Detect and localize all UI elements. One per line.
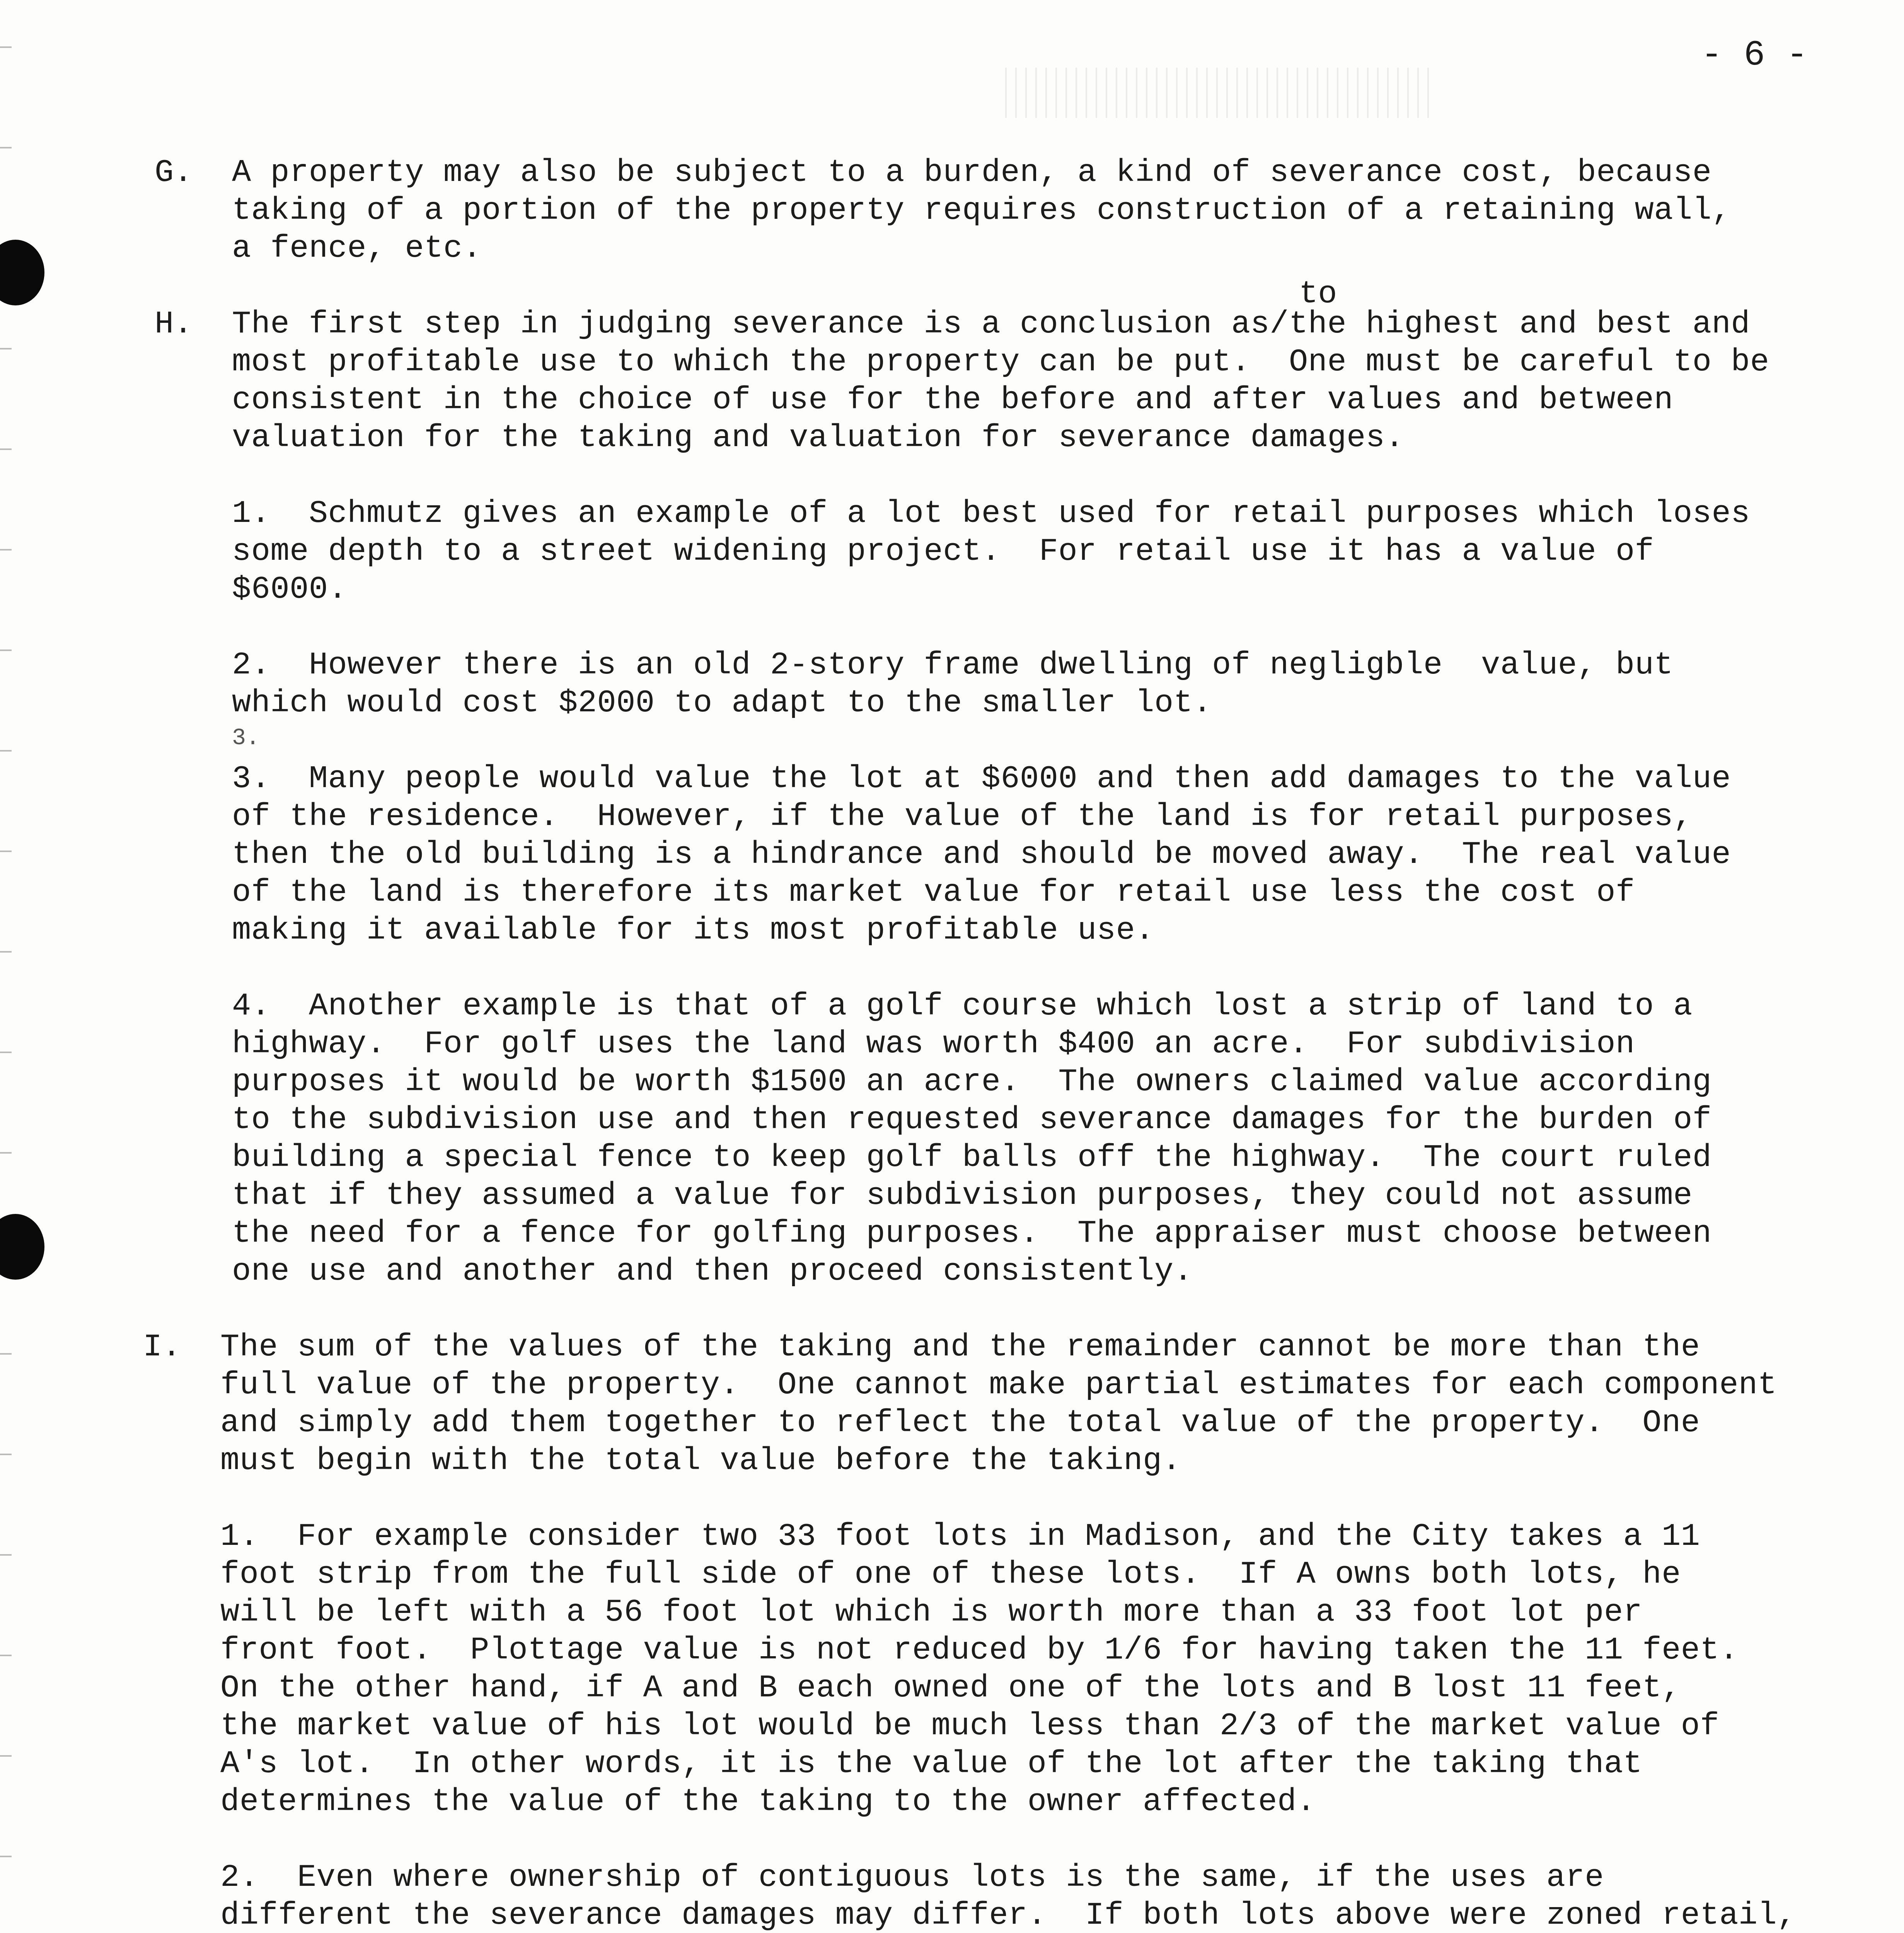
section-h-item-2-line: 2. However there is an old 2-story frame dwelling of negligble value, but [232, 647, 1674, 683]
section-i-item-1-line: foot strip from the full side of one of these lots. If A owns both lots, he [220, 1556, 1681, 1592]
section-h-line: The first step in judging severance is a conclusion as/the highest and best and [232, 306, 1750, 342]
section-i-item-2-line: 2. Even where ownership of contiguous lots is the same, if the uses are [220, 1860, 1604, 1895]
section-i-item-1-line: A's lot. In other words, it is the value of the lot after the taking that [220, 1746, 1643, 1782]
section-h-marker: H. [155, 306, 193, 342]
section-i-item-1-line: 1. For example consider two 33 foot lots in Madison, and the City takes a 11 [220, 1519, 1700, 1555]
section-h-item-3-line: making it available for its most profitable use. [232, 912, 1154, 948]
section-h-item-4-line: that if they assumed a value for subdivision purposes, they could not assume [232, 1178, 1693, 1214]
punch-hole-middle [0, 1214, 44, 1280]
section-g-line: a fence, etc. [232, 230, 482, 266]
handwritten-insertion-to: to [1299, 276, 1337, 312]
section-g-line: taking of a portion of the property requires construction of a retaining wall, [232, 193, 1731, 228]
section-h-item-2-line: which would cost $2000 to adapt to the smaller lot. [232, 685, 1212, 721]
section-h-item-4-line: building a special fence to keep golf balls off the highway. The court ruled [232, 1140, 1712, 1176]
section-i-item-1-line: On the other hand, if A and B each owned one of the lots and B lost 11 feet, [220, 1670, 1681, 1706]
section-h-item-3-line: of the residence. However, if the value of the land is for retail purposes, [232, 799, 1693, 835]
stray-handwritten-mark: 3. [232, 725, 260, 752]
scan-noise-top [1005, 68, 1430, 118]
section-h-item-4-line: 4. Another example is that of a golf course which lost a strip of land to a [232, 988, 1693, 1024]
section-i-line: must begin with the total value before the taking. [220, 1443, 1181, 1479]
section-g-line: A property may also be subject to a burden, a kind of severance cost, because [232, 155, 1712, 191]
section-h-item-1-line: some depth to a street widening project. For retail use it has a value of [232, 534, 1654, 569]
section-h-item-4-line: the need for a fence for golfing purposes. The appraiser must choose between [232, 1215, 1712, 1251]
section-i-line: and simply add them together to reflect the total value of the property. One [220, 1405, 1700, 1441]
section-h-item-3-line: 3. Many people would value the lot at $6000 and then add damages to the value [232, 761, 1731, 797]
section-i-line: full value of the property. One cannot make partial estimates for each component [220, 1367, 1777, 1403]
section-h-line: most profitable use to which the property can be put. One must be careful to be [232, 344, 1769, 380]
section-h-item-4-line: highway. For golf uses the land was worth $400 an acre. For subdivision [232, 1026, 1635, 1062]
section-h-item-1-line: $6000. [232, 571, 348, 607]
section-i-item-1-line: the market value of his lot would be much less than 2/3 of the market value of [220, 1708, 1720, 1744]
section-h-item-1-line: 1. Schmutz gives an example of a lot best used for retail purposes which loses [232, 496, 1750, 532]
section-i-item-2-line: different the severance damages may differ. If both lots above were zoned retail, [220, 1897, 1797, 1933]
section-i-item-1-line: determines the value of the taking to the owner affected. [220, 1784, 1316, 1820]
punch-hole-top [0, 240, 44, 305]
section-h-item-3-line: then the old building is a hindrance and should be moved away. The real value [232, 837, 1731, 873]
section-i-item-1-line: will be left with a 56 foot lot which is worth more than a 33 foot lot per [220, 1594, 1643, 1630]
section-i-item-1-line: front foot. Plottage value is not reduced by 1/6 for having taken the 11 feet. [220, 1632, 1739, 1668]
section-i-line: The sum of the values of the taking and the remainder cannot be more than the [220, 1329, 1700, 1365]
section-i-marker: I. [143, 1329, 181, 1365]
section-h-item-4-line: one use and another and then proceed consistently. [232, 1253, 1193, 1289]
section-h-item-4-line: to the subdivision use and then requested severance damages for the burden of [232, 1102, 1712, 1138]
page-number: - 6 - [1701, 35, 1808, 75]
section-h-line: consistent in the choice of use for the before and after values and between [232, 382, 1674, 418]
section-h-line: valuation for the taking and valuation for severance damages. [232, 420, 1405, 456]
section-h-item-4-line: purposes it would be worth $1500 an acre. The owners claimed value according [232, 1064, 1712, 1100]
section-g-marker: G. [155, 155, 193, 191]
section-h-item-3-line: of the land is therefore its market value for retail use less the cost of [232, 874, 1635, 910]
